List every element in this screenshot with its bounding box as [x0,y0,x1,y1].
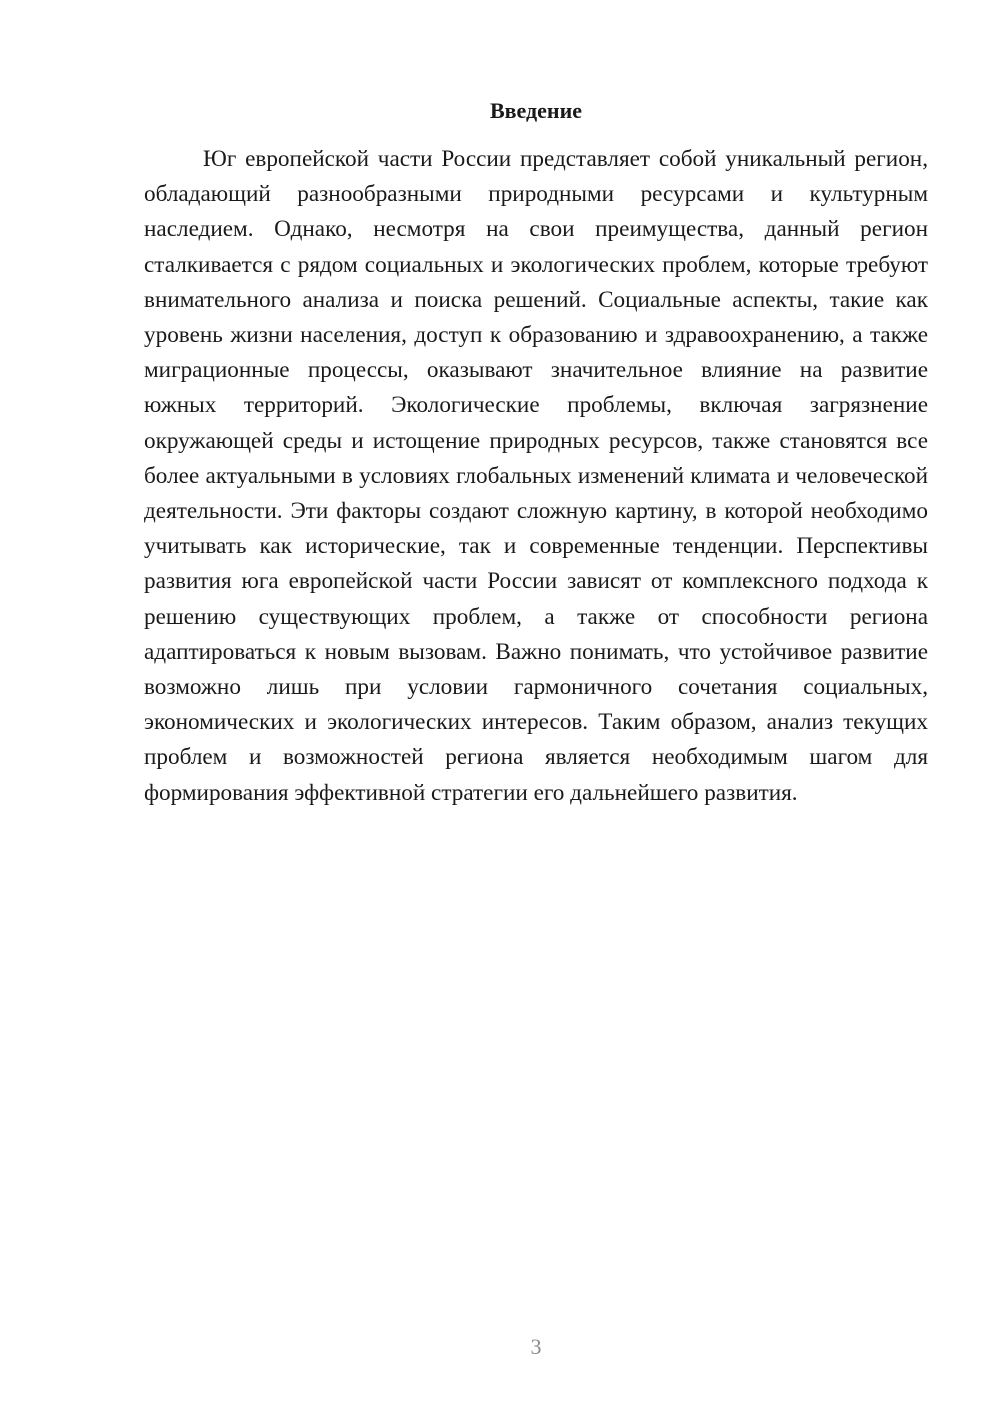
page-number: 3 [530,1334,542,1359]
body-paragraph: Юг европейской части России представляет собой уникальный регион, обладающий разнообразными природными ресурсами и культурным наследием. Однако, несмотря на свои преимущества, данный регион сталкивается с рядом социальных и экологических проблем, которые требуют внимательного анализа и поиска решений. Социальные аспекты, такие как уровень жизни населения, доступ к образованию и здравоохранению, а также миграционные процессы, оказывают значительное влияние на развитие южных территорий. Экологические проблемы, включая загрязнение окружающей среды и истощение природных ресурсов, также становятся все более актуальными в условиях глобальных изменений климата и человеческой деятельности. Эти факторы создают сложную картину, в которой необходимо учитывать как исторические, так и современные тенденции. Перспективы развития юга европейской части России зависят от комплексного подхода к решению существующих проблем, а также от способности региона адаптироваться к новым вызовам. Важно понимать, что устойчивое развитие возможно лишь при условии гармоничного сочетания социальных, экономических и экологических интересов. Таким образом, анализ текущих проблем и возможностей региона является необходимым шагом для формирования эффективной стратегии его дальнейшего развития. [144,146,928,806]
section-heading: Введение [489,98,583,123]
